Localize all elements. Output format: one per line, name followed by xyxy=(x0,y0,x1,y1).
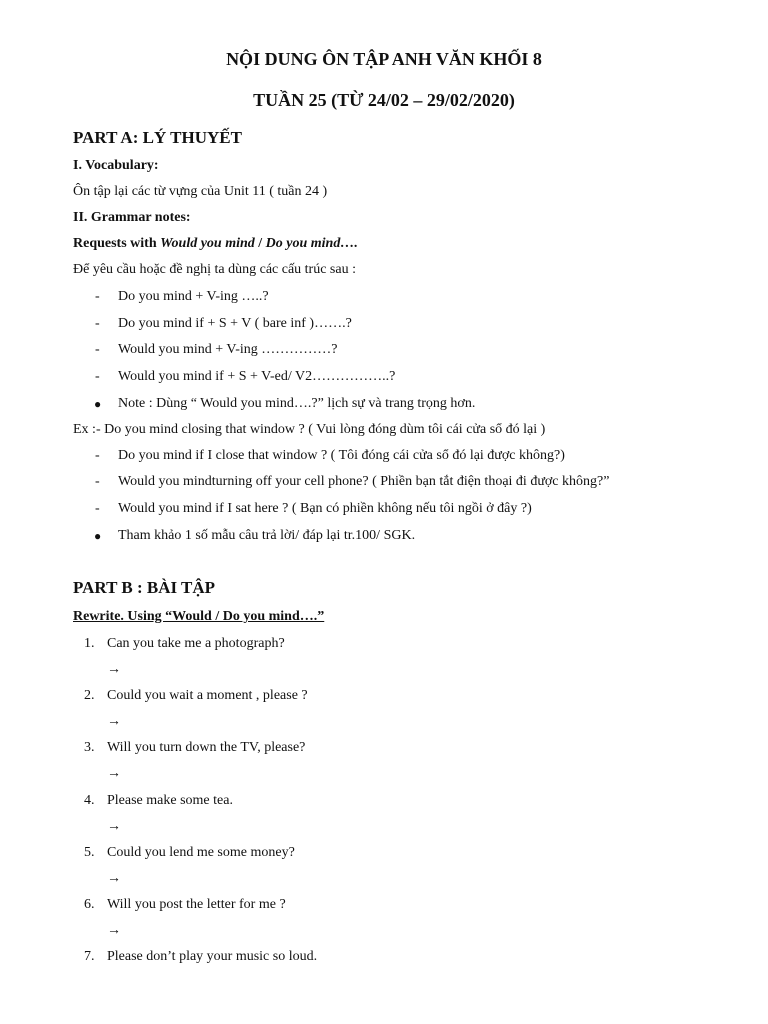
vocab-heading: I. Vocabulary: xyxy=(73,158,159,173)
structure-item: Would you mind + V-ing ……………? xyxy=(118,342,338,357)
list-bullet: ● xyxy=(94,397,102,411)
reference-text: Tham khảo 1 số mẫu câu trả lời/ đáp lại tr.100/ SGK. xyxy=(118,528,416,543)
exercise-text: Could you lend me some money? xyxy=(107,845,295,860)
requests-prefix: Requests with xyxy=(73,236,161,251)
exercise-text: Please make some tea. xyxy=(107,793,233,808)
exercise-number: 2. xyxy=(84,688,95,703)
exercise-number: 6. xyxy=(84,897,95,912)
answer-arrow: → xyxy=(107,871,121,886)
exercise-text: Can you take me a photograph? xyxy=(107,636,285,651)
exercise-instruction: Rewrite. Using “Would / Do you mind….” xyxy=(73,609,325,624)
list-dash: - xyxy=(95,448,100,463)
intro-text: Để yêu cầu hoặc đề nghị ta dùng các cấu trúc sau : xyxy=(73,262,356,277)
document-title: NỘI DUNG ÔN TẬP ANH VĂN KHỐI 8 xyxy=(226,49,542,69)
list-dash: - xyxy=(95,501,100,516)
list-dash: - xyxy=(95,369,100,384)
exercise-number: 1. xyxy=(84,636,95,651)
part-b-heading: PART B : BÀI TẬP xyxy=(73,578,216,597)
structure-item: Do you mind + V-ing …..? xyxy=(118,289,269,304)
exercise-text: Will you post the letter for me ? xyxy=(107,897,286,912)
example-intro: Ex :- Do you mind closing that window ? ( Vui lòng đóng dùm tôi cái cửa sổ đó lại ) xyxy=(73,422,546,437)
note-text: Note : Dùng “ Would you mind….?” lịch sự và trang trọng hơn. xyxy=(118,396,476,411)
vocab-text: Ôn tập lại các từ vựng của Unit 11 ( tuần 24 ) xyxy=(73,184,328,199)
list-bullet: ● xyxy=(94,529,102,543)
exercise-number: 3. xyxy=(84,740,95,755)
example-item: Would you mindturning off your cell phone? ( Phiền bạn tắt điện thoại đi được không?” xyxy=(118,474,610,489)
requests-italic-2: Do you mind…. xyxy=(265,236,358,251)
list-dash: - xyxy=(95,342,100,357)
exercise-number: 4. xyxy=(84,793,95,808)
answer-arrow: → xyxy=(107,714,121,729)
answer-arrow: → xyxy=(107,662,121,677)
list-dash: - xyxy=(95,474,100,489)
answer-arrow: → xyxy=(107,923,121,938)
grammar-heading: II. Grammar notes: xyxy=(73,210,191,225)
exercise-number: 5. xyxy=(84,845,95,860)
part-a-heading: PART A: LÝ THUYẾT xyxy=(73,128,242,147)
exercise-number: 7. xyxy=(84,949,95,964)
structure-item: Would you mind if + S + V-ed/ V2……………..? xyxy=(118,369,396,384)
example-item: Would you mind if I sat here ? ( Bạn có phiền không nếu tôi ngồi ở đây ?) xyxy=(118,501,532,516)
list-dash: - xyxy=(95,289,100,304)
requests-heading xyxy=(73,235,358,253)
answer-arrow: → xyxy=(107,766,121,781)
document-subtitle: TUẦN 25 (TỪ 24/02 – 29/02/2020) xyxy=(253,90,515,110)
requests-sep: / xyxy=(254,236,266,251)
list-dash: - xyxy=(95,316,100,331)
exercise-text: Could you wait a moment , please ? xyxy=(107,688,308,703)
answer-arrow: → xyxy=(107,819,121,834)
exercise-text: Will you turn down the TV, please? xyxy=(107,740,306,755)
requests-italic-1: Would you mind xyxy=(160,236,255,251)
exercise-text: Please don’t play your music so loud. xyxy=(107,949,318,964)
structure-item: Do you mind if + S + V ( bare inf )…….? xyxy=(118,316,352,331)
example-item: Do you mind if I close that window ? ( Tôi đóng cái cửa sổ đó lại được không?) xyxy=(118,448,565,463)
